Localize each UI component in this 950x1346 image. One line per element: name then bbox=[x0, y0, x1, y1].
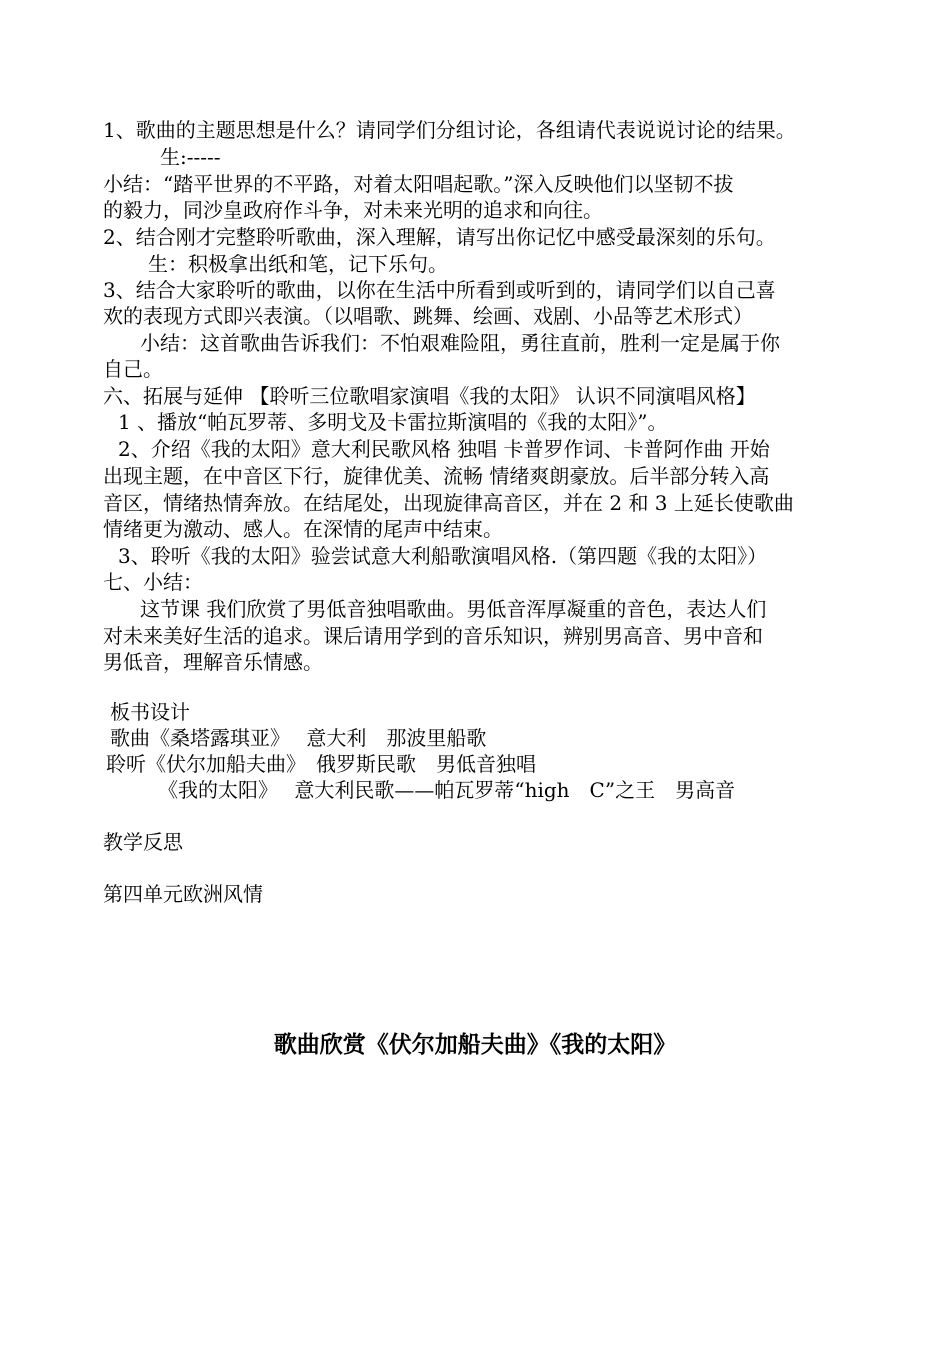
question-2: 2、结合刚才完整聆听歌曲，深入理解，请写出你记忆中感受最深刻的乐句。 bbox=[103, 225, 776, 249]
section-7-text-line-2: 对未来美好生活的追求。课后请用学到的音乐知识，辨别男高音、男中音和 bbox=[103, 624, 763, 648]
section-6-item-2-line-1: 2、介绍《我的太阳》意大利民歌风格 独唱 卡普罗作词、卡普阿作曲 开始 bbox=[118, 437, 770, 461]
section-7-text-line-1: 这节课 我们欣赏了男低音独唱歌曲。男低音浑厚凝重的音色，表达人们 bbox=[140, 597, 767, 621]
section-6-heading: 六、拓展与延伸 【聆听三位歌唱家演唱《我的太阳》 认识不同演唱风格】 bbox=[103, 384, 756, 408]
board-design-line-2: 聆听《伏尔加船夫曲》 俄罗斯民歌 男低音独唱 bbox=[106, 752, 536, 776]
section-6-item-1: 1 、播放“帕瓦罗蒂、多明戈及卡雷拉斯演唱的《我的太阳》”。 bbox=[118, 410, 668, 434]
summary-1-line-2: 的毅力，同沙皇政府作斗争，对未来光明的追求和向往。 bbox=[103, 198, 603, 222]
section-6-item-2-line-4: 情绪更为激动、感人。在深情的尾声中结束。 bbox=[103, 517, 503, 541]
question-1: 1、歌曲的主题思想是什么？请同学们分组讨论，各组请代表说说讨论的结果。 bbox=[103, 118, 796, 142]
question-3-line-2: 欢的表现方式即兴表演。（以唱歌、跳舞、绘画、戏剧、小品等艺术形式） bbox=[103, 304, 753, 328]
student-answer-2: 生：积极拿出纸和笔，记下乐句。 bbox=[148, 252, 448, 276]
question-3-line-1: 3、结合大家聆听的歌曲，以你在生活中所看到或听到的，请同学们以自己喜 bbox=[103, 278, 776, 302]
section-6-item-3: 3、聆听《我的太阳》验尝试意大利船歌演唱风格.（第四题《我的太阳》） bbox=[118, 544, 768, 568]
board-design-heading: 板书设计 bbox=[110, 700, 190, 724]
summary-3-line-2: 自己。 bbox=[103, 357, 163, 381]
section-6-item-2-line-3: 音区，情绪热情奔放。在结尾处，出现旋律高音区，并在 2 和 3 上延长使歌曲 bbox=[103, 491, 794, 515]
summary-3-line-1: 小结：这首歌曲告诉我们：不怕艰难险阻，勇往直前，胜利一定是属于你 bbox=[140, 331, 780, 355]
board-design-line-1: 歌曲《桑塔露琪亚》 意大利 那波里船歌 bbox=[110, 726, 487, 750]
section-6-item-2-line-2: 出现主题，在中音区下行，旋律优美、流畅 情绪爽朗豪放。后半部分转入高 bbox=[103, 464, 770, 488]
board-design-line-3: 《我的太阳》 意大利民歌——帕瓦罗蒂“high C”之王 男高音 bbox=[158, 778, 736, 802]
teaching-reflection-heading: 教学反思 bbox=[103, 830, 183, 854]
section-7-text-line-3: 男低音，理解音乐情感。 bbox=[103, 650, 323, 674]
student-answer-1: 生:----- bbox=[160, 145, 221, 169]
section-7-heading: 七、小结： bbox=[103, 570, 203, 594]
unit-title: 第四单元欧洲风情 bbox=[103, 882, 263, 906]
lesson-title: 歌曲欣赏《伏尔加船夫曲》《我的太阳》 bbox=[273, 1031, 677, 1058]
summary-1-line-1: 小结：“踏平世界的不平路，对着太阳唱起歌。”深入反映他们以坚韧不拔 bbox=[103, 172, 734, 196]
